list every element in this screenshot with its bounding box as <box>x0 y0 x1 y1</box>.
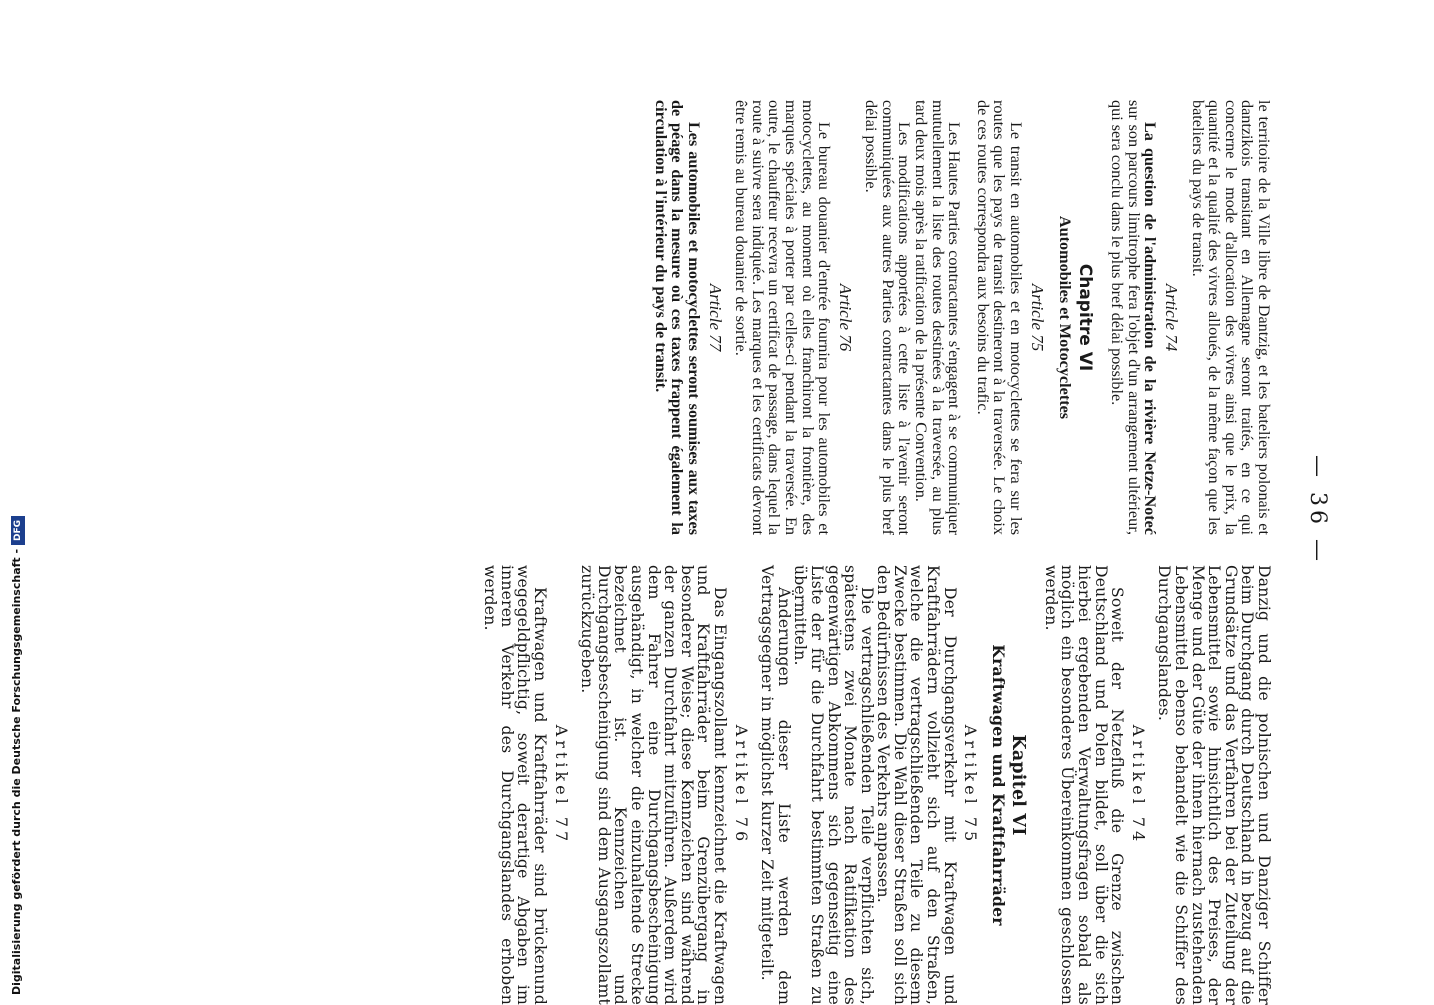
french-article-76-title: Article 76 <box>835 283 855 352</box>
french-article-74-body: sur son parcours limitrophe fera l'objet d'un arrangement ultérieur, qui sera conclu dans le plus bref délai possible. <box>1108 100 1143 535</box>
german-article-75-paragraph-1: Der Durchgangsverkehr mit Kraftwagen und Kraftfahrrädern vollzieht sich auf den Straßen, welche die vertragschließenden Teile zu diesem Zwecke bestimmen. Die Wahl dieser Straßen soll sich den Bedürfnissen des Verkehrs anpassen. <box>874 565 959 1005</box>
french-article-77-title: Article 77 <box>705 283 725 352</box>
scanned-page <box>350 60 1330 1005</box>
french-chapter-subtitle: Automobiles et Motocyclettes <box>1055 215 1074 420</box>
dfg-logo: DFG <box>11 516 25 545</box>
german-chapter-title: Kapitel VI <box>1008 734 1029 836</box>
french-chapter-title: Chapitre VI <box>1074 263 1095 372</box>
french-article-74-lead: La question de l'administration de la rivière Netze-Noteć <box>1141 122 1160 535</box>
german-article-75-paragraph-2: Die vertragschließenden Teile verpflichten sich, spätestens zwei Monate nach Ratifikation des gegenwärtigen Abkommens sich gegenseitig eine Liste der für die Durchfahrt bestimmten Straßen zu übermitteln. <box>791 565 876 1005</box>
page-number: — 36 — <box>1305 455 1330 565</box>
digitization-caption <box>10 516 25 995</box>
german-article-77-title: Artikel 77 <box>551 724 571 846</box>
french-column <box>652 100 1272 535</box>
german-chapter-subtitle: Kraftwagen und Kraftfahrräder <box>989 644 1009 926</box>
german-article-76-paragraph: Das Eingangszollamt kennzeichnet die Kraftwagen und Kraftfahrräder beim Grenzübergang in besonderer Weise; diese Kennzeichen sind während der ganzen Durchfahrt mitzuführen. Außerdem wird dem Fahrer eine Durchgangsbescheinigung ausgehändigt, in welcher die einzuhaltende Strecke bezeichnet ist. Kennzeichen und Durchgangsbescheinigung sind dem Ausgangszollamt zurückzugeben. <box>578 565 729 1005</box>
french-article-75-paragraph-3: Les modifications apportées à cette liste à l'avenir seront communiquées aux autres Parties contractantes dans le plus bref délai possible. <box>862 100 914 535</box>
german-article-77-paragraph: Kraftwagen und Kraftfahrräder sind brückenund wegegeldpflichtig, soweit derartige Abgaben im inneren Verkehr des Durchgangslandes erhoben werden. <box>481 565 550 1005</box>
german-article-74-paragraph: Soweit der Netzefluß die Grenze zwischen Deutschland und Polen bildet, soll über die sich hierbei ergebenden Verwaltungsfragen sobald als möglich ein besonderes Übereinkommen geschlossen werden. <box>1041 565 1127 1005</box>
german-article-76-title: Artikel 76 <box>731 724 751 846</box>
french-article-74-title: Article 74 <box>1162 283 1182 352</box>
french-intro-paragraph: le territoire de la Ville libre de Dantzig, et les bateliers polonais et dantzikois transitant en Allemagne seront traités, en ce qui concerne le mode d'allocation des vivres ainsi que le prix, la quantité et la qualité des vivres alloués, de la même façon que les bateliers du pays de transit. <box>1188 100 1273 535</box>
french-article-74-paragraph <box>1109 100 1159 535</box>
german-column <box>482 565 1272 1005</box>
german-article-74-title: Artikel 74 <box>1128 724 1148 846</box>
french-article-75-title: Article 75 <box>1027 283 1047 352</box>
french-article-75-paragraph-1: Le transit en automobiles et en motocyclettes se fera sur les routes que les pays de transit destineront à la traversée. Le choix de ces routes correspondra aux besoins du trafic. <box>973 100 1026 535</box>
german-article-75-title: Artikel 75 <box>961 724 981 846</box>
digitization-caption-text: Digitalisierung gefördert durch die Deutsche Forschungsgemeinschaft - <box>10 548 23 995</box>
german-intro-paragraph: Danzig und die polnischen und Danziger Schiffer beim Durchgang durch Deutschland in bezug auf die Grundsätze und das Verfahren bei der Zuteilung der Lebensmittel sowie hinsichtlich des Preises, der Menge und der Güte der ihnen hiernach zustehenden Lebensmittel ebenso behandelt wie die Schiffer des Durchgangslandes. <box>1155 565 1273 1005</box>
german-article-75-paragraph-3: Änderungen dieser Liste werden dem Vertragsgegner in möglichst kurzer Zeit mitgeteilt. <box>758 565 793 1005</box>
french-article-77-paragraph: Les automobiles et motocyclettes seront soumises aux taxes de péage dans la mesure où ces taxes frappent également la circulation à l'intérieur du pays de transit. <box>651 100 703 535</box>
french-article-76-paragraph: Le bureau douanier d'entrée fournira pour les automobiles et motocyclettes, au moment où elles franchiront la frontière, des marques spéciales à porter par celles-ci pendant la traversée. En outre, le chauffeur recevra un certificat de passage, dans lequel la route à suivre sera indiquée. Les marques et les certificats devront être remis au bureau douanier de sortie. <box>732 100 834 535</box>
french-article-75-paragraph-2: Les Hautes Parties contractantes s'engagent à se communiquer mutuellement la liste des routes destinées à la traversée, au plus tard deux mois après la ratification de la présente Convention. <box>912 100 964 535</box>
